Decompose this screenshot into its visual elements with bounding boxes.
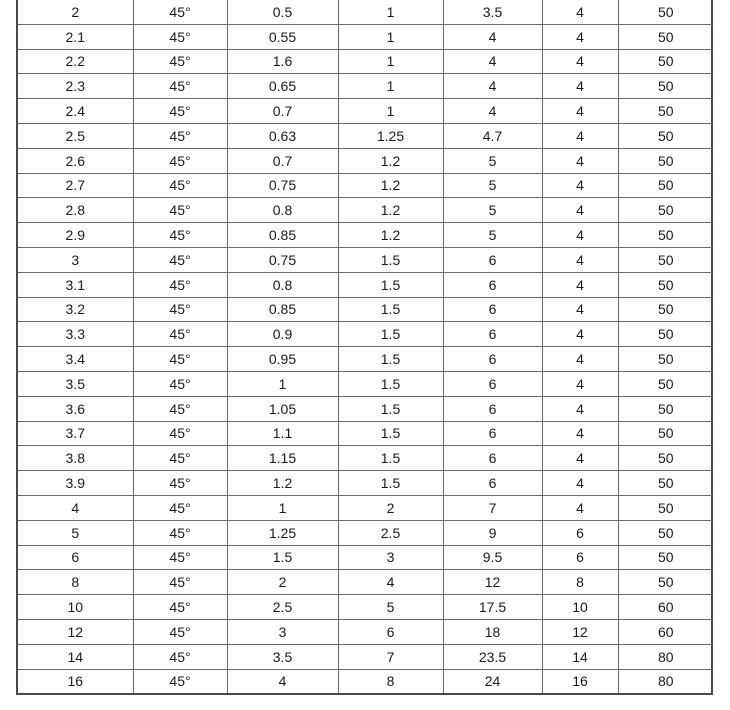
table-cell: 4 [542, 347, 618, 372]
table-cell: 8 [18, 570, 133, 595]
table-cell: 45° [133, 24, 227, 49]
table-cell: 0.9 [227, 322, 338, 347]
table-cell: 45° [133, 669, 227, 693]
table-row [18, 272, 713, 297]
table-cell: 60 [618, 619, 713, 644]
table-cell: 1 [227, 371, 338, 396]
table-cell: 10 [542, 595, 618, 620]
table-cell: 4 [18, 495, 133, 520]
table-cell: 2.5 [338, 520, 443, 545]
table-cell: 1 [338, 74, 443, 99]
table-cell: 45° [133, 74, 227, 99]
table-cell: 1.5 [338, 421, 443, 446]
table-cell: 24 [443, 669, 542, 693]
table-cell: 2.4 [18, 99, 133, 124]
table-cell: 12 [443, 570, 542, 595]
table-cell: 0.95 [227, 347, 338, 372]
table-cell: 50 [618, 446, 713, 471]
table-cell: 45° [133, 247, 227, 272]
table-cell: 4 [542, 446, 618, 471]
table-cell: 45° [133, 371, 227, 396]
table-cell: 4 [542, 99, 618, 124]
table-cell: 1.5 [338, 446, 443, 471]
table-cell: 45° [133, 421, 227, 446]
table-cell: 5 [443, 198, 542, 223]
table-cell: 1.2 [338, 148, 443, 173]
table-cell: 5 [443, 223, 542, 248]
table-cell: 50 [618, 570, 713, 595]
table-cell: 45° [133, 471, 227, 496]
table-cell: 6 [542, 520, 618, 545]
table-cell: 2.5 [227, 595, 338, 620]
table-row [18, 74, 713, 99]
table-cell: 45° [133, 347, 227, 372]
table-cell: 50 [618, 223, 713, 248]
table-cell: 45° [133, 99, 227, 124]
table-cell: 6 [443, 396, 542, 421]
table-cell: 2.3 [18, 74, 133, 99]
table-row [18, 570, 713, 595]
table-cell: 50 [618, 421, 713, 446]
table-cell: 6 [443, 421, 542, 446]
table-cell: 4 [542, 495, 618, 520]
table-cell: 3.5 [443, 0, 542, 24]
table-cell: 1.5 [338, 471, 443, 496]
table-cell: 45° [133, 223, 227, 248]
table-cell: 18 [443, 619, 542, 644]
table-row [18, 644, 713, 669]
table-cell: 50 [618, 347, 713, 372]
table-cell: 45° [133, 322, 227, 347]
table-cell: 45° [133, 123, 227, 148]
table-cell: 2 [227, 570, 338, 595]
table-cell: 80 [618, 669, 713, 693]
table-cell: 1.6 [227, 49, 338, 74]
table-cell: 1.5 [338, 347, 443, 372]
table-cell: 45° [133, 198, 227, 223]
table-cell: 1.2 [227, 471, 338, 496]
table-cell: 4 [443, 49, 542, 74]
table-cell: 6 [443, 371, 542, 396]
table-cell: 5 [18, 520, 133, 545]
table-row [18, 322, 713, 347]
spec-table [18, 0, 713, 693]
table-cell: 0.85 [227, 223, 338, 248]
table-cell: 0.55 [227, 24, 338, 49]
table-cell: 8 [542, 570, 618, 595]
table-cell: 1.2 [338, 223, 443, 248]
spec-table-container [16, 0, 713, 695]
table-cell: 50 [618, 471, 713, 496]
table-cell: 2.8 [18, 198, 133, 223]
table-cell: 9.5 [443, 545, 542, 570]
table-cell: 5 [338, 595, 443, 620]
table-row [18, 396, 713, 421]
table-row [18, 49, 713, 74]
table-cell: 50 [618, 545, 713, 570]
table-cell: 4 [443, 24, 542, 49]
table-cell: 4 [542, 198, 618, 223]
table-cell: 4 [542, 247, 618, 272]
table-row [18, 669, 713, 693]
table-cell: 3.7 [18, 421, 133, 446]
table-cell: 12 [18, 619, 133, 644]
table-cell: 50 [618, 99, 713, 124]
table-cell: 6 [443, 247, 542, 272]
table-cell: 1.5 [338, 247, 443, 272]
table-cell: 23.5 [443, 644, 542, 669]
table-row [18, 371, 713, 396]
table-cell: 3.4 [18, 347, 133, 372]
table-cell: 50 [618, 520, 713, 545]
table-cell: 1.2 [338, 198, 443, 223]
table-cell: 50 [618, 198, 713, 223]
table-row [18, 173, 713, 198]
table-cell: 45° [133, 173, 227, 198]
table-cell: 3.5 [18, 371, 133, 396]
table-cell: 6 [443, 471, 542, 496]
table-row [18, 247, 713, 272]
table-cell: 45° [133, 148, 227, 173]
table-cell: 45° [133, 49, 227, 74]
table-row [18, 619, 713, 644]
table-cell: 2.7 [18, 173, 133, 198]
table-cell: 14 [18, 644, 133, 669]
table-cell: 7 [338, 644, 443, 669]
table-cell: 2.9 [18, 223, 133, 248]
table-cell: 45° [133, 545, 227, 570]
table-cell: 45° [133, 520, 227, 545]
table-cell: 3.3 [18, 322, 133, 347]
table-cell: 45° [133, 495, 227, 520]
table-cell: 45° [133, 272, 227, 297]
table-cell: 3.6 [18, 396, 133, 421]
table-cell: 0.7 [227, 148, 338, 173]
table-cell: 2.1 [18, 24, 133, 49]
table-cell: 1 [338, 99, 443, 124]
table-cell: 1.5 [227, 545, 338, 570]
table-row [18, 347, 713, 372]
table-cell: 3.9 [18, 471, 133, 496]
table-cell: 4 [542, 148, 618, 173]
table-row [18, 24, 713, 49]
table-cell: 6 [443, 322, 542, 347]
table-cell: 3.2 [18, 297, 133, 322]
table-row [18, 495, 713, 520]
table-cell: 4 [227, 669, 338, 693]
table-cell: 7 [443, 495, 542, 520]
table-cell: 1.25 [338, 123, 443, 148]
table-row [18, 99, 713, 124]
table-cell: 45° [133, 595, 227, 620]
table-cell: 0.63 [227, 123, 338, 148]
table-cell: 4 [542, 371, 618, 396]
table-cell: 50 [618, 495, 713, 520]
table-cell: 45° [133, 396, 227, 421]
table-row [18, 421, 713, 446]
table-cell: 45° [133, 446, 227, 471]
table-cell: 1.15 [227, 446, 338, 471]
table-cell: 4 [542, 297, 618, 322]
table-cell: 10 [18, 595, 133, 620]
table-cell: 3 [227, 619, 338, 644]
table-cell: 0.75 [227, 173, 338, 198]
table-cell: 50 [618, 123, 713, 148]
table-cell: 2.5 [18, 123, 133, 148]
table-cell: 4 [443, 74, 542, 99]
table-cell: 6 [542, 545, 618, 570]
table-cell: 5 [443, 173, 542, 198]
table-cell: 1 [338, 24, 443, 49]
table-row [18, 520, 713, 545]
table-cell: 50 [618, 24, 713, 49]
table-row [18, 198, 713, 223]
table-cell: 1.5 [338, 322, 443, 347]
table-cell: 1.5 [338, 396, 443, 421]
table-cell: 1.5 [338, 297, 443, 322]
table-row [18, 148, 713, 173]
table-cell: 6 [443, 347, 542, 372]
spec-table-body [18, 0, 713, 693]
table-cell: 50 [618, 148, 713, 173]
table-cell: 50 [618, 322, 713, 347]
table-cell: 50 [618, 173, 713, 198]
table-cell: 3 [338, 545, 443, 570]
table-cell: 50 [618, 0, 713, 24]
table-cell: 3.8 [18, 446, 133, 471]
table-cell: 1.5 [338, 272, 443, 297]
table-cell: 2.6 [18, 148, 133, 173]
table-cell: 50 [618, 297, 713, 322]
table-cell: 6 [443, 446, 542, 471]
table-cell: 0.65 [227, 74, 338, 99]
table-cell: 45° [133, 570, 227, 595]
table-cell: 6 [338, 619, 443, 644]
table-cell: 4 [338, 570, 443, 595]
table-cell: 1.1 [227, 421, 338, 446]
table-cell: 50 [618, 396, 713, 421]
table-row [18, 223, 713, 248]
table-cell: 1.5 [338, 371, 443, 396]
table-row [18, 123, 713, 148]
table-cell: 0.8 [227, 198, 338, 223]
table-cell: 45° [133, 619, 227, 644]
table-cell: 4 [542, 396, 618, 421]
table-cell: 45° [133, 297, 227, 322]
table-cell: 2 [18, 0, 133, 24]
table-cell: 4 [542, 471, 618, 496]
table-cell: 12 [542, 619, 618, 644]
table-cell: 0.8 [227, 272, 338, 297]
table-row [18, 595, 713, 620]
table-cell: 4 [542, 173, 618, 198]
table-row [18, 297, 713, 322]
table-cell: 1 [227, 495, 338, 520]
table-cell: 6 [443, 297, 542, 322]
table-cell: 4 [542, 421, 618, 446]
table-cell: 16 [542, 669, 618, 693]
table-cell: 5 [443, 148, 542, 173]
table-cell: 1.05 [227, 396, 338, 421]
table-cell: 4 [542, 322, 618, 347]
table-cell: 2 [338, 495, 443, 520]
table-cell: 17.5 [443, 595, 542, 620]
table-cell: 3.5 [227, 644, 338, 669]
table-cell: 4 [542, 49, 618, 74]
table-cell: 1 [338, 0, 443, 24]
table-cell: 1.25 [227, 520, 338, 545]
table-cell: 1.2 [338, 173, 443, 198]
table-cell: 0.85 [227, 297, 338, 322]
table-cell: 6 [18, 545, 133, 570]
table-cell: 50 [618, 74, 713, 99]
table-cell: 9 [443, 520, 542, 545]
table-row [18, 545, 713, 570]
table-cell: 4 [542, 24, 618, 49]
table-cell: 4 [443, 99, 542, 124]
table-cell: 16 [18, 669, 133, 693]
table-cell: 50 [618, 371, 713, 396]
table-cell: 80 [618, 644, 713, 669]
table-cell: 6 [443, 272, 542, 297]
table-row [18, 0, 713, 24]
table-cell: 60 [618, 595, 713, 620]
table-cell: 4 [542, 272, 618, 297]
table-cell: 3 [18, 247, 133, 272]
table-cell: 4 [542, 0, 618, 24]
table-cell: 50 [618, 272, 713, 297]
table-cell: 1 [338, 49, 443, 74]
table-cell: 0.5 [227, 0, 338, 24]
table-cell: 3.1 [18, 272, 133, 297]
table-cell: 14 [542, 644, 618, 669]
table-cell: 50 [618, 247, 713, 272]
table-cell: 4 [542, 74, 618, 99]
table-cell: 4 [542, 223, 618, 248]
table-cell: 0.75 [227, 247, 338, 272]
table-cell: 50 [618, 49, 713, 74]
table-row [18, 446, 713, 471]
table-cell: 4 [542, 123, 618, 148]
table-cell: 8 [338, 669, 443, 693]
table-cell: 45° [133, 644, 227, 669]
table-cell: 4.7 [443, 123, 542, 148]
table-row [18, 471, 713, 496]
table-cell: 0.7 [227, 99, 338, 124]
table-cell: 45° [133, 0, 227, 24]
table-cell: 2.2 [18, 49, 133, 74]
